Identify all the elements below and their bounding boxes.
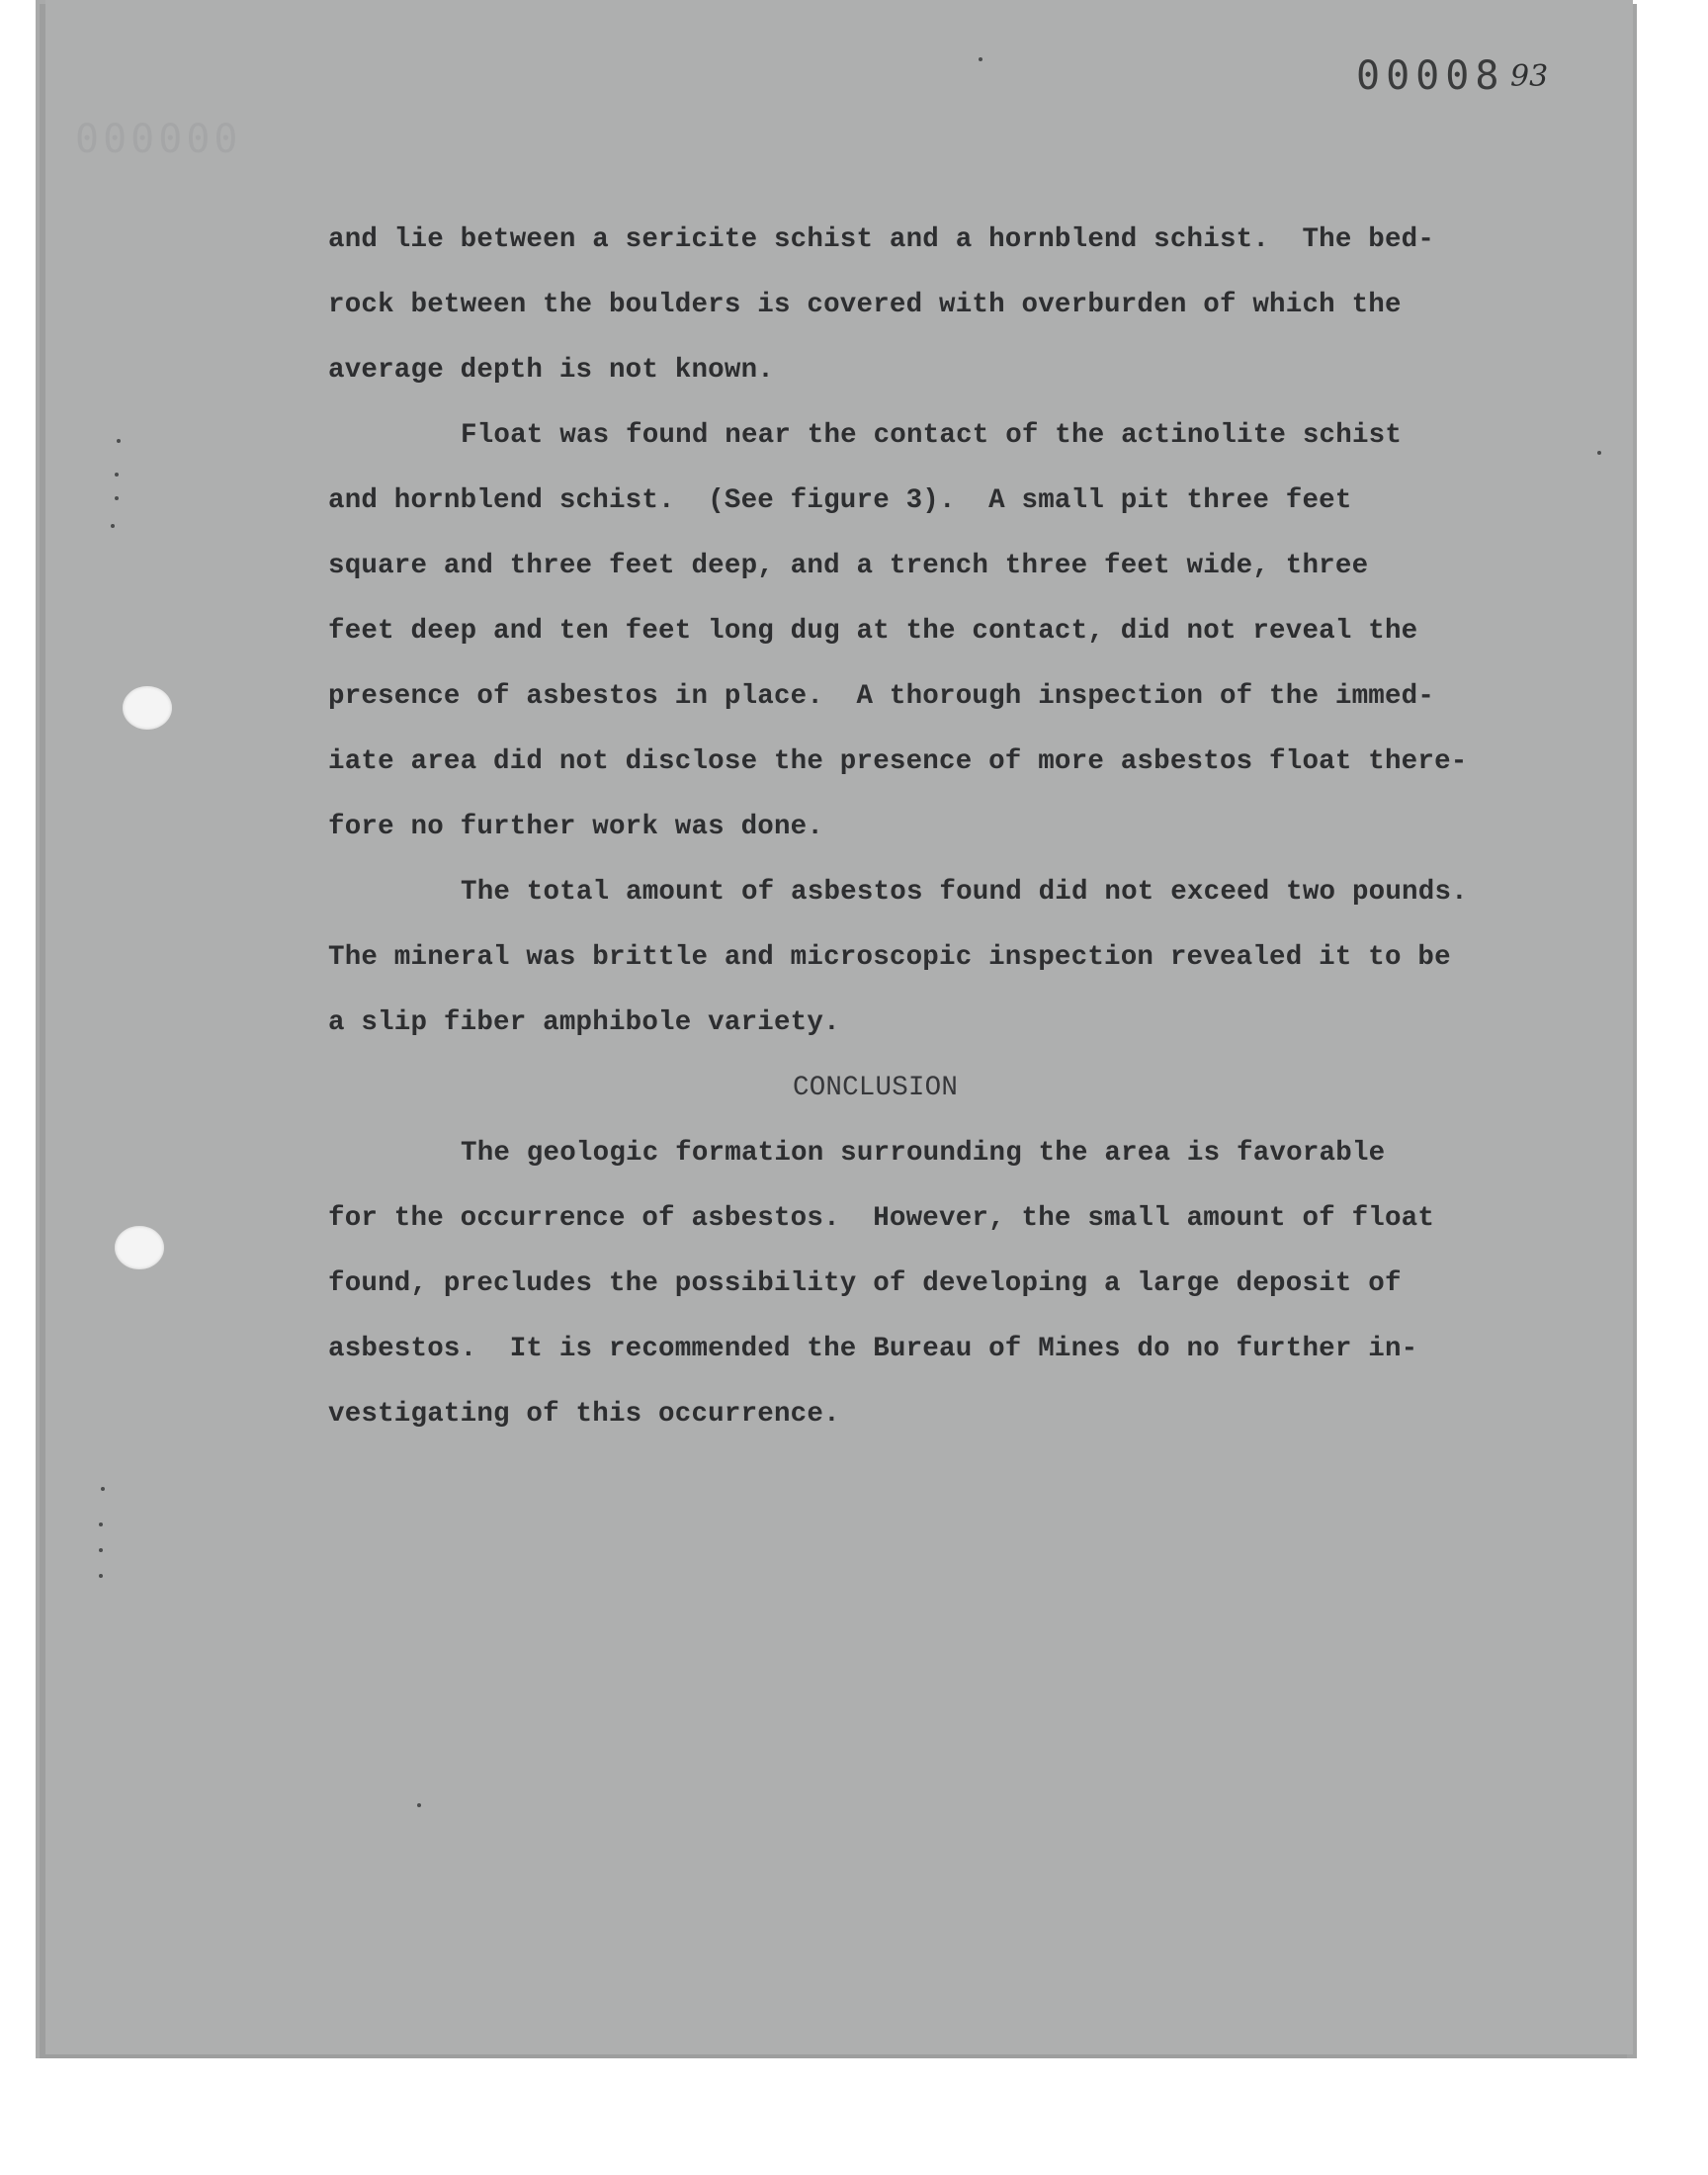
binding-speck xyxy=(117,439,121,443)
binding-speck xyxy=(99,1548,103,1552)
text-line: feet deep and ten feet long dug at the contact, did not reveal the xyxy=(328,616,1418,647)
text-line: asbestos. It is recommended the Bureau of Mines do no further in- xyxy=(328,1334,1418,1364)
text-line: for the occurrence of asbestos. However, the small amount of float xyxy=(328,1203,1435,1234)
text-line: a slip fiber amphibole variety. xyxy=(328,1007,840,1038)
conclusion-heading: CONCLUSION xyxy=(793,1073,959,1103)
scan-bottom-margin xyxy=(0,2086,1708,2175)
binding-speck xyxy=(99,1522,103,1526)
text-line: fore no further work was done. xyxy=(328,812,824,842)
binding-speck xyxy=(115,473,119,477)
page-number-handwritten: 93 xyxy=(1510,59,1549,94)
binding-speck xyxy=(99,1574,103,1578)
text-line: presence of asbestos in place. A thorough inspection of the immed- xyxy=(328,681,1435,712)
text-line: and lie between a sericite schist and a hornblend schist. The bed- xyxy=(328,224,1435,255)
text-line: found, precludes the possibility of developing a large deposit of xyxy=(328,1268,1402,1299)
text-line: The geologic formation surrounding the area is favorable xyxy=(461,1138,1386,1169)
text-line: rock between the boulders is covered with overburden of which the xyxy=(328,290,1402,320)
text-line: vestigating of this occurrence. xyxy=(328,1399,840,1430)
text-line: Float was found near the contact of the actinolite schist xyxy=(461,420,1403,451)
text-line: and hornblend schist. (See figure 3). A small pit three feet xyxy=(328,485,1352,516)
dust-speck xyxy=(1597,451,1601,455)
paragraph-float xyxy=(328,403,1494,860)
dust-speck xyxy=(979,57,982,61)
binding-speck xyxy=(115,496,119,500)
text-line: iate area did not disclose the presence of more asbestos float there- xyxy=(328,746,1468,777)
text-line: square and three feet deep, and a trench three feet wide, three xyxy=(328,551,1369,581)
paragraph-conclusion xyxy=(328,1121,1494,1447)
text-line: The mineral was brittle and microscopic inspection revealed it to be xyxy=(328,942,1451,973)
text-line: average depth is not known. xyxy=(328,355,774,386)
punch-hole-top xyxy=(123,686,172,730)
binding-speck xyxy=(101,1487,105,1491)
binding-speck xyxy=(111,524,115,528)
ghost-stamp-mark: 000000 xyxy=(75,117,242,162)
dust-speck xyxy=(417,1803,421,1807)
punch-hole-bottom xyxy=(115,1226,164,1269)
paragraph-total-amount xyxy=(328,860,1494,1056)
document-body xyxy=(328,208,1494,1447)
paragraph-boulders xyxy=(328,208,1494,403)
page-number-stamp: 00008 xyxy=(1356,53,1505,99)
text-line: The total amount of asbestos found did not exceed two pounds. xyxy=(461,877,1468,908)
